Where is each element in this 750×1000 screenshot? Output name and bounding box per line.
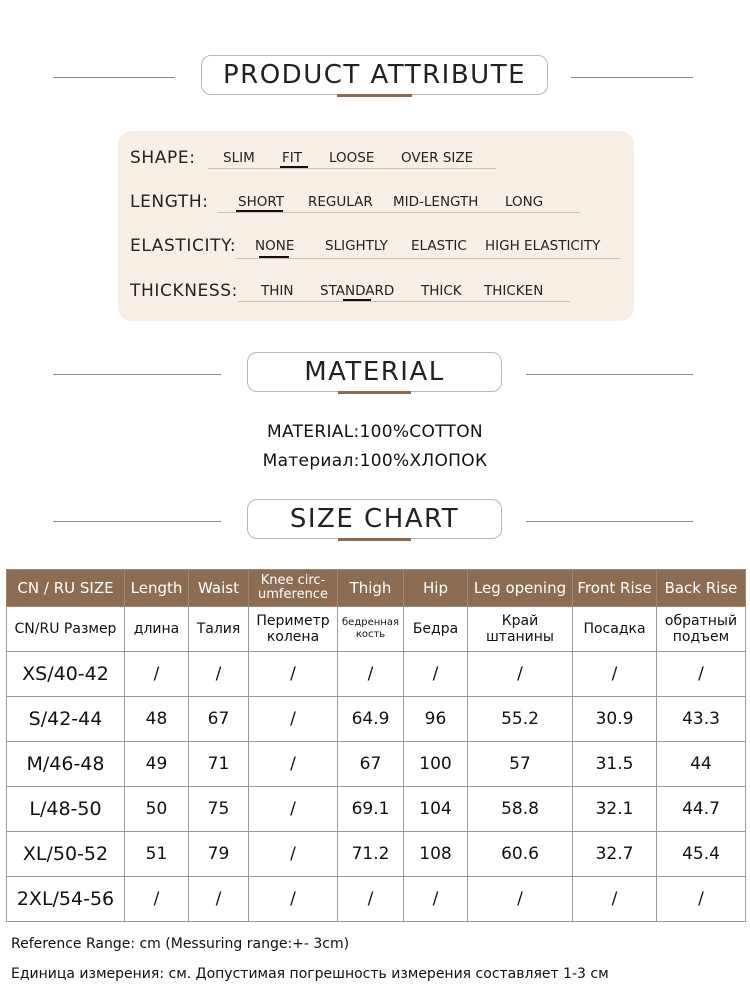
table-cell: /: [468, 652, 573, 697]
divider-line: [53, 374, 221, 375]
attribute-option: REGULAR: [308, 194, 373, 210]
table-cell: 43.3: [657, 697, 746, 742]
table-cell: 44: [657, 742, 746, 787]
section-title: SIZE CHART: [247, 499, 502, 539]
table-cell: /: [125, 877, 189, 922]
size-cell: M/46-48: [7, 742, 125, 787]
size-cell: 2XL/54-56: [7, 877, 125, 922]
attribute-option: THICK: [421, 283, 462, 299]
reference-note-russian: Единица измерения: см. Допустимая погрешность измерения составляет 1-3 см: [11, 966, 609, 982]
size-chart-table: [6, 569, 746, 922]
attribute-option: HIGH ELASTICITY: [485, 238, 601, 254]
column-subheader: Периметр колена: [249, 607, 338, 652]
column-header: Back Rise: [657, 570, 746, 607]
row-underline: [208, 168, 496, 169]
table-cell: 69.1: [338, 787, 404, 832]
table-cell: 71.2: [338, 832, 404, 877]
attribute-panel: [118, 131, 634, 321]
attribute-option: SLIM: [223, 150, 255, 166]
attribute-option: SLIGHTLY: [325, 238, 388, 254]
row-underline: [238, 301, 570, 302]
table-row: [7, 877, 746, 922]
column-header: Front Rise: [573, 570, 657, 607]
attribute-option: ELASTIC: [411, 238, 467, 254]
size-cell: XS/40-42: [7, 652, 125, 697]
section-title: PRODUCT ATTRIBUTE: [201, 55, 548, 95]
table-cell: /: [657, 877, 746, 922]
column-header: Knee circ-umference: [249, 570, 338, 607]
divider-line: [53, 521, 221, 522]
attribute-row-length: [118, 192, 634, 216]
table-header-row: [7, 570, 746, 607]
attribute-row-thickness: [118, 281, 634, 305]
attribute-row-shape: [118, 148, 634, 172]
table-cell: 48: [125, 697, 189, 742]
table-cell: 50: [125, 787, 189, 832]
table-cell: 57: [468, 742, 573, 787]
table-cell: 79: [189, 832, 249, 877]
column-header: Waist: [189, 570, 249, 607]
table-cell: /: [125, 652, 189, 697]
table-row: [7, 652, 746, 697]
attribute-option: LONG: [505, 194, 544, 210]
table-cell: 100: [404, 742, 468, 787]
size-cell: S/42-44: [7, 697, 125, 742]
table-row: [7, 787, 746, 832]
table-cell: 49: [125, 742, 189, 787]
table-cell: /: [404, 652, 468, 697]
divider-line: [526, 521, 693, 522]
table-cell: 30.9: [573, 697, 657, 742]
table-cell: /: [468, 877, 573, 922]
accent-bar: [338, 391, 411, 394]
table-cell: 32.7: [573, 832, 657, 877]
table-cell: 67: [189, 697, 249, 742]
column-subheader: бедренная кость: [338, 607, 404, 652]
table-cell: 64.9: [338, 697, 404, 742]
divider-line: [526, 374, 693, 375]
size-cell: L/48-50: [7, 787, 125, 832]
attribute-option-selected: STANDARD: [320, 283, 395, 299]
attribute-option-selected: FIT: [282, 150, 302, 166]
column-header: CN / RU SIZE: [7, 570, 125, 607]
size-chart-header: [0, 499, 750, 547]
column-header: Length: [125, 570, 189, 607]
row-underline: [218, 212, 580, 213]
section-title: MATERIAL: [247, 352, 502, 392]
reference-note-english: Reference Range: cm (Messuring range:+- 3cm): [11, 936, 350, 952]
table-cell: /: [249, 832, 338, 877]
attribute-row-elasticity: [118, 236, 634, 260]
table-row: [7, 742, 746, 787]
column-header: Hip: [404, 570, 468, 607]
accent-bar: [337, 94, 412, 97]
attribute-label: ELASTICITY:: [130, 236, 237, 256]
attribute-label: SHAPE:: [130, 148, 196, 168]
attribute-option: MID-LENGTH: [393, 194, 479, 210]
table-row: [7, 832, 746, 877]
attribute-option-selected: NONE: [255, 238, 295, 254]
table-cell: /: [249, 877, 338, 922]
table-cell: /: [404, 877, 468, 922]
table-cell: 55.2: [468, 697, 573, 742]
attribute-label: THICKNESS:: [130, 281, 238, 301]
column-subheader: обратный подъем: [657, 607, 746, 652]
table-cell: /: [657, 652, 746, 697]
column-subheader: длина: [125, 607, 189, 652]
material-russian: Материал:100%ХЛОПОК: [262, 451, 488, 471]
table-cell: 51: [125, 832, 189, 877]
attribute-option: THIN: [261, 283, 294, 299]
attribute-option: LOOSE: [329, 150, 375, 166]
column-subheader: Талия: [189, 607, 249, 652]
table-cell: /: [189, 877, 249, 922]
table-cell: 31.5: [573, 742, 657, 787]
column-subheader: Край штанины: [468, 607, 573, 652]
material-english: MATERIAL:100%COTTON: [267, 422, 483, 442]
table-cell: 67: [338, 742, 404, 787]
column-subheader: Посадка: [573, 607, 657, 652]
table-cell: /: [249, 742, 338, 787]
table-cell: 104: [404, 787, 468, 832]
size-cell: XL/50-52: [7, 832, 125, 877]
table-cell: /: [338, 877, 404, 922]
table-cell: 58.8: [468, 787, 573, 832]
product-attribute-header: [0, 55, 750, 103]
table-cell: /: [573, 652, 657, 697]
table-cell: /: [249, 652, 338, 697]
attribute-option: THICKEN: [484, 283, 544, 299]
table-cell: /: [189, 652, 249, 697]
table-cell: /: [338, 652, 404, 697]
column-header: Leg opening: [468, 570, 573, 607]
column-subheader: Бедра: [404, 607, 468, 652]
table-row: [7, 697, 746, 742]
table-cell: 60.6: [468, 832, 573, 877]
table-cell: /: [249, 787, 338, 832]
attribute-label: LENGTH:: [130, 192, 209, 212]
table-subheader-row: [7, 607, 746, 652]
table-cell: 71: [189, 742, 249, 787]
attribute-option-selected: SHORT: [238, 194, 284, 210]
table-cell: /: [573, 877, 657, 922]
divider-line: [571, 77, 693, 78]
column-subheader: CN/RU Размер: [7, 607, 125, 652]
table-cell: 75: [189, 787, 249, 832]
attribute-option: OVER SIZE: [401, 150, 474, 166]
table-cell: 96: [404, 697, 468, 742]
accent-bar: [338, 538, 411, 541]
table-cell: 108: [404, 832, 468, 877]
row-underline: [236, 258, 620, 259]
table-cell: 44.7: [657, 787, 746, 832]
table-cell: /: [249, 697, 338, 742]
divider-line: [53, 77, 175, 78]
material-header: [0, 352, 750, 400]
column-header: Thigh: [338, 570, 404, 607]
table-cell: 45.4: [657, 832, 746, 877]
table-cell: 32.1: [573, 787, 657, 832]
